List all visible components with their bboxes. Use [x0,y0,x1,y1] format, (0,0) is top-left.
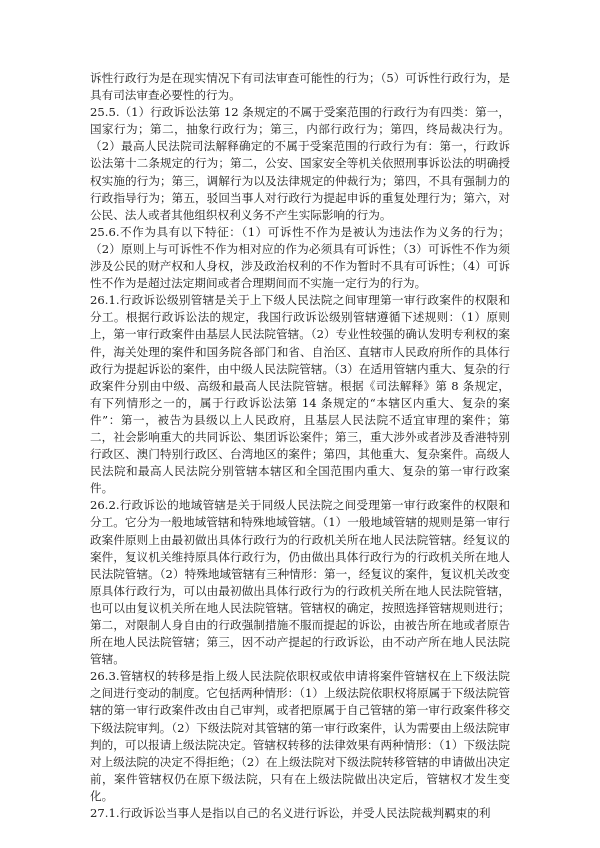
paragraph-27-1: 27.1.行政诉讼当事人是指以自己的名义进行诉讼，并受人民法院裁判羁束的利 [90,806,491,821]
paragraph-continuation: 诉性行政行为是在现实情况下有司法审查可能性的行为；（5）可诉性行政行为，是具有司法审查必要性的行为。 [90,71,510,103]
paragraph-26-2: 26.2.行政诉讼的地域管辖是关于同级人民法院之间受理第一审行政案件的权限和分工。它分为一般地域管辖和特殊地域管辖。（1）一般地域管辖的规则是第一审行政案件原则上由最初做出具体行政行为的行政机关所在地人民法院管辖。经复议的案件，复议机关维持原具体行政行为，仍由做出具体行政行为的行政机关所在地人民法院管辖。（2）特殊地域管辖有三种情形：第一，经复议的案件，复议机关改变原具体行政行为，可以由最初做出具体行政行为的行政机关所在地人民法院管辖，也可以由复议机关所在地人民法院管辖。管辖权的确定，按照选择管辖规则进行；第二，对限制人身自由的行政强制措施不服而提起的诉讼，由被告所在地或者原告所在地人民法院管辖；第三，因不动产提起的行政诉讼，由不动产所在地人民法院管辖。 [90,498,510,667]
paragraph-25-6: 25.6.不作为具有以下特征：（1）可诉性不作为是被认为违法作为义务的行为；（2）原则上与可诉性不作为相对应的作为必须具有可诉性；（3）可诉性不作为须涉及公民的财产权和人身权，涉及政治权利的不作为暂时不具有可诉性；（4）可诉性不作为是超过法定期间或者合理期间而不实施一定行为的行为。 [90,224,510,291]
paragraph-26-3: 26.3.管辖权的转移是指上级人民法院依职权或依申请将案件管辖权在上下级法院之间进行变动的制度。它包括两种情形：（1）上级法院依职权将原属于下级法院管辖的第一审行政案件改由自己审判，或者把原属于自己管辖的第一审行政案件移交下级法院审判。（2）下级法院对其管辖的第一审行政案件，认为需要由上级法院审判的，可以报请上级法院决定。管辖权转移的法律效果有两种情形：（1）下级法院对上级法院的决定不得拒绝；（2）在上级法院对下级法院转移管辖的申请做出决定前，案件管辖权仍在原下级法院，只有在上级法院做出决定后，管辖权才发生变化。 [90,669,510,803]
document-page [90,70,510,822]
paragraph-26-1: 26.1.行政诉讼级别管辖是关于上下级人民法院之间审理第一审行政案件的权限和分工。根据行政诉讼法的规定，我国行政诉讼级别管辖遵循下述规则：（1）原则上，第一审行政案件由基层人民法院管辖。（2）专业性较强的确认发明专利权的案件，海关处理的案件和国务院各部门和省、自治区、直辖市人民政府所作的具体行政行为提起诉讼的案件，由中级人民法院管辖。（3）在适用管辖内重大、复杂的行政案件分别由中级、高级和最高人民法院管辖。根据《司法解释》第 8 条规定，有下列情形之一的，属于行政诉讼法第 14 条规定的“本辖区内重大、复杂的案件”：第一，被告为县级以上人民政府，且基层人民法院不适宜审理的案件；第二，社会影响重大的共同诉讼、集团诉讼案件；第三，重大涉外或者涉及香港特别行政区、澳门特别行政区、台湾地区的案件；第四，其他重大、复杂案件。高级人民法院和最高人民法院分别管辖本辖区和全国范围内重大、复杂的第一审行政案件。 [90,293,510,496]
paragraph-25-5: 25.5.（1）行政诉讼法第 12 条规定的不属于受案范围的行政行为有四类：第一，国家行为；第二，抽象行政行为；第三，内部行政行为；第四，终局裁决行为。（2）最高人民法院司法解释确定的不属于受案范围的行政行为有：第一，行政诉讼法第十二条规定的行为；第二，公安、国家安全等机关依照刑事诉讼法的明确授权实施的行为；第三，调解行为以及法律规定的仲裁行为；第四，不具有强制力的行政指导行为；第五，驳回当事人对行政行为提起申诉的重复处理行为；第六，对公民、法人或者其他组织权利义务不产生实际影响的行为。 [90,105,510,222]
